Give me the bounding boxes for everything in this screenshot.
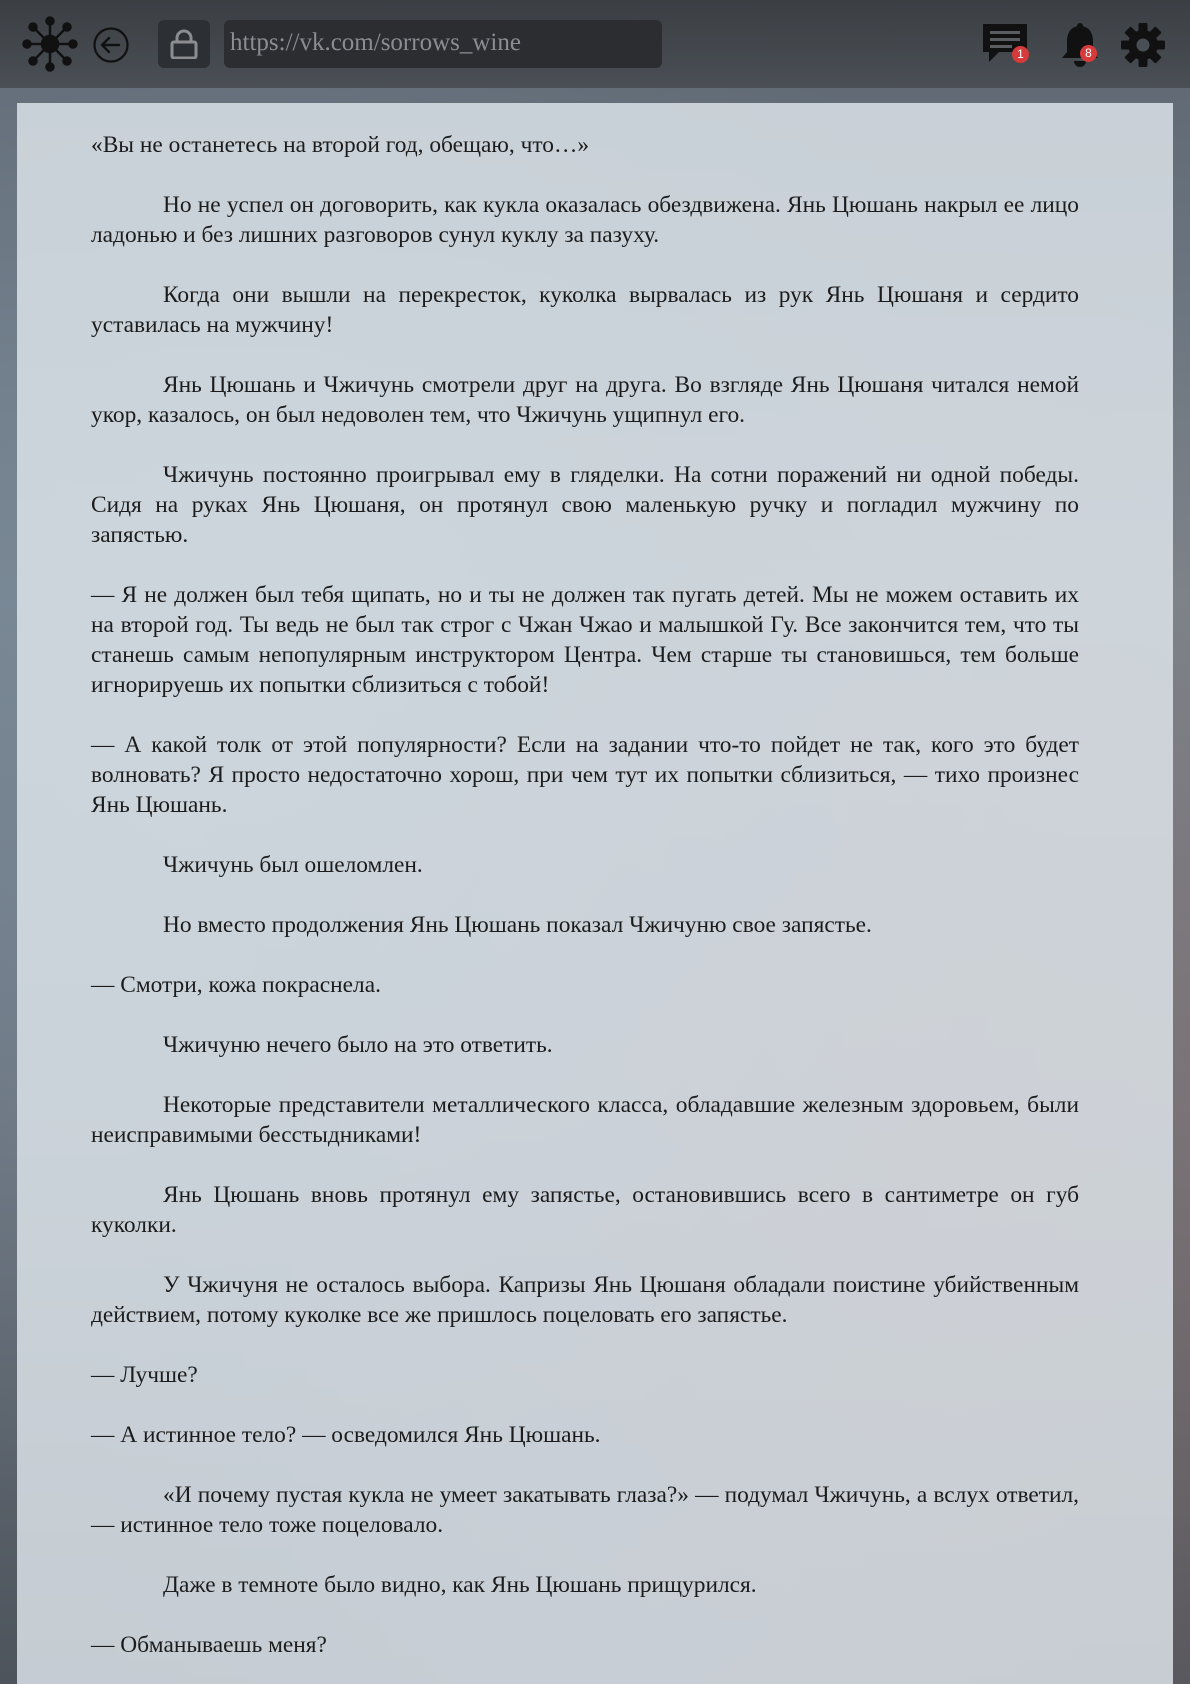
top-toolbar [0, 0, 1190, 88]
paragraph: — Обманываешь меня? [91, 1632, 327, 1658]
bell-icon[interactable] [1058, 22, 1102, 68]
paragraph: — Я не должен был тебя щипать, но и ты не должен так пугать детей. Мы не можем оставить их на второй год. Ты ведь не был так строг с Чжан Чжао и малышкой Гу. Все закончится тем, что ты станешь самым непопулярным инструктором Центра. Чем старше ты становишься, тем больше игнорируешь их попытки сблизиться с тобой! [91, 582, 1079, 698]
reader-content [17, 103, 1173, 1684]
network-hub-icon[interactable] [22, 16, 78, 72]
paragraph: Когда они вышли на перекресток, куколка вырвалась из рук Янь Цюшаня и сердито уставилась на мужчину! [91, 282, 1079, 338]
back-arrow-icon[interactable] [92, 26, 130, 64]
messages-badge: 1 [1012, 46, 1029, 63]
paragraph: — Лучше? [91, 1362, 198, 1388]
paragraph: Янь Цюшань и Чжичунь смотрели друг на друга. Во взгляде Янь Цюшаня читался немой укор, казалось, он был недоволен тем, что Чжичунь ущипнул его. [91, 372, 1079, 428]
paragraph: Некоторые представители металлического класса, обладавшие железным здоровьем, были неисправимыми бесстыдниками! [91, 1092, 1079, 1148]
paragraph: Чжичунь был ошеломлен. [163, 852, 423, 878]
notifications-badge: 8 [1080, 45, 1097, 62]
paragraph: — Смотри, кожа покраснела. [91, 972, 381, 998]
paragraph: «И почему пустая кукла не умеет закатывать глаза?» — подумал Чжичунь, а вслух ответил, — истинное тело тоже поцеловало. [91, 1482, 1079, 1538]
paragraph: У Чжичуня не осталось выбора. Капризы Янь Цюшаня обладали поистине убийственным действием, потому куколке все же пришлось поцеловать его запястье. [91, 1272, 1079, 1328]
lock-icon [170, 29, 198, 59]
url-input[interactable]: https://vk.com/sorrows_wine [224, 20, 662, 68]
paragraph: Но не успел он договорить, как кукла оказалась обездвижена. Янь Цюшань накрыл ее лицо ладонью и без лишних разговоров сунул куклу за пазуху. [91, 192, 1079, 248]
paragraph: «Вы не останетесь на второй год, обещаю, что…» [91, 132, 590, 158]
gear-icon[interactable] [1120, 22, 1166, 68]
paragraph: Янь Цюшань вновь протянул ему запястье, остановившись всего в сантиметре он губ куколки. [91, 1182, 1079, 1238]
paragraph: — А истинное тело? — осведомился Янь Цюшань. [91, 1422, 601, 1448]
paragraph: Но вместо продолжения Янь Цюшань показал Чжичуню свое запястье. [163, 912, 872, 938]
lock-button[interactable] [158, 20, 210, 68]
paragraph: Даже в темноте было видно, как Янь Цюшань прищурился. [163, 1572, 757, 1598]
paragraph: Чжичунь постоянно проигрывал ему в гляделки. На сотни поражений ни одной победы. Сидя на руках Янь Цюшаня, он протянул свою маленькую ручку и погладил мужчину по запястью. [91, 462, 1079, 548]
paragraph: Чжичуню нечего было на это ответить. [163, 1032, 553, 1058]
paragraph: — А какой толк от этой популярности? Если на задании что-то пойдет не так, кого это будет волновать? Я просто недостаточно хорош, при чем тут их попытки сблизиться, — тихо произнес Янь Цюшань. [91, 732, 1079, 818]
